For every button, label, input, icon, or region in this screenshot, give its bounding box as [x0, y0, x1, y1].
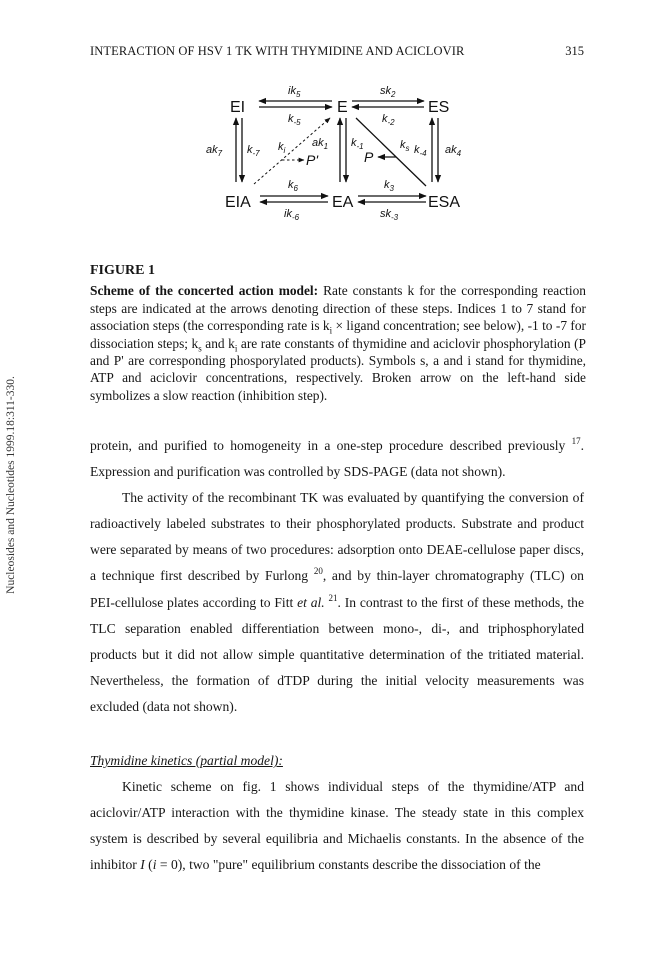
node-EA: EA: [332, 194, 354, 211]
node-E: E: [337, 99, 348, 116]
reaction-scheme-diagram: [200, 78, 490, 240]
label-ak7: $ak_7$: [206, 144, 223, 158]
label-sk2: $sk_2$: [380, 85, 396, 99]
paragraph-2-part-a: The activity of the recombinant TK was evaluated by quantifying the conversion of radioactively labeled substrates to their phosphorylated products. Substrate and product were separated by means of two procedures: adsorption onto DEAE-cellulose paper discs, a technique first described by Furlong: [90, 490, 584, 584]
paragraph-3-part-b: (: [144, 857, 153, 873]
label-k-4: $k_{-4}$: [414, 144, 427, 158]
body-text: [90, 433, 584, 879]
label-k6: $k_6$: [288, 179, 298, 193]
figure-label: FIGURE 1: [90, 263, 155, 278]
side-citation-text: Nucleosides and Nucleotides 1999.18:311-330.: [5, 376, 17, 594]
label-k-7: $k_{-7}$: [247, 144, 260, 158]
side-citation: [2, 320, 20, 650]
running-title: INTERACTION OF HSV 1 TK WITH THYMIDINE AND ACICLOVIR: [90, 44, 465, 58]
label-ki: $k_i$: [278, 141, 286, 155]
paragraph-2-part-b: , and by thin-layer chromatography (TLC) on PEI-cellulose plates according to Fitt: [90, 568, 584, 610]
caption-subscript-i-2: i: [234, 343, 238, 354]
node-ESA: ESA: [428, 194, 461, 211]
paragraph-1-tail: . Expression and purification was controlled by SDS-PAGE (data not shown).: [90, 438, 584, 480]
caption-part-2: × ligand concentration; see below), -1 to -7 for dissociation steps; k: [90, 318, 587, 351]
caption-lead: Scheme of the concerted action model:: [90, 283, 319, 299]
citation-20: 20: [313, 566, 323, 577]
node-EI: EI: [230, 99, 246, 116]
label-k3: $k_3$: [384, 179, 394, 193]
caption-part-4: are rate constants of thymidine and aciclovir phosphorylation (P and P' are corresponding phosporylated products). Symbols s, a and i stand for thymidine, ATP and aciclovir concentrations, respectively. Broken arrow on the left-hand side symbolizes a slow reaction (inhibition step).: [90, 335, 586, 403]
label-ak1: $ak_1$: [312, 137, 329, 151]
figure-caption: [90, 262, 586, 404]
caption-subscript-s: s: [198, 343, 202, 354]
section-heading: Thymidine kinetics (partial model):: [90, 753, 283, 769]
node-ES: ES: [428, 99, 450, 116]
dashed-arrow-slow-inhibition: [254, 118, 330, 184]
paragraph-3-part-a: Kinetic scheme on fig. 1 shows individual steps of the thymidine/ATP and aciclovir/ATP interaction with the thymidine kinase. The steady state in this complex system is described by several equilibria and Michaelis constants. In the absence of the inhibitor: [90, 779, 584, 873]
label-ak4: $ak_4$: [445, 144, 462, 158]
et-al: et al.: [297, 594, 325, 610]
node-EIA: EIA: [225, 194, 251, 211]
product-P-prime: P': [306, 152, 319, 168]
label-k-5: $k_{-5}$: [288, 113, 301, 127]
label-ik-6: $ik_{-6}$: [284, 208, 300, 222]
citation-21: 21: [328, 592, 338, 603]
caption-subscript-i: i: [329, 325, 333, 336]
paragraph-1: [90, 433, 584, 485]
caption-text: [90, 282, 586, 404]
label-ks: $k_s$: [400, 139, 410, 153]
caption-part-3: and k: [201, 335, 235, 351]
citation-17: 17: [571, 436, 581, 446]
paragraph-2: [90, 485, 584, 720]
page-number: 315: [565, 44, 584, 58]
paragraph-2-part-c: . In contrast to the first of these methods, the TLC separation enabled differentiation between mono-, di-, and triphosphorylated products but it did not allow simple quantitative determination of the tritiated material. Nevertheless, the formation of dTDP during the initial velocity measurements was excluded (data not shown).: [90, 594, 585, 714]
label-k-1: $k_{-1}$: [351, 137, 364, 151]
symbol-I: I: [140, 857, 145, 873]
caption-part-1: Rate constants k for the corresponding reaction steps are indicated at the arrows denoting direction of these steps. Indices 1 to 7 stand for association steps (the corresponding rate is k: [90, 283, 586, 334]
label-sk-3: $sk_{-3}$: [380, 208, 399, 222]
product-P: P: [364, 149, 374, 165]
label-k-2: $k_{-2}$: [382, 113, 395, 127]
paragraph-3-part-c: = 0), two "pure" equilibrium constants describe the dissociation of the: [156, 857, 541, 873]
symbol-i: i: [152, 857, 157, 873]
paragraph-3: [90, 774, 584, 878]
running-header: [90, 44, 584, 62]
paragraph-1-text: protein, and purified to homogeneity in a one-step procedure described previously: [90, 438, 572, 453]
label-ik5: $ik_5$: [288, 85, 301, 99]
